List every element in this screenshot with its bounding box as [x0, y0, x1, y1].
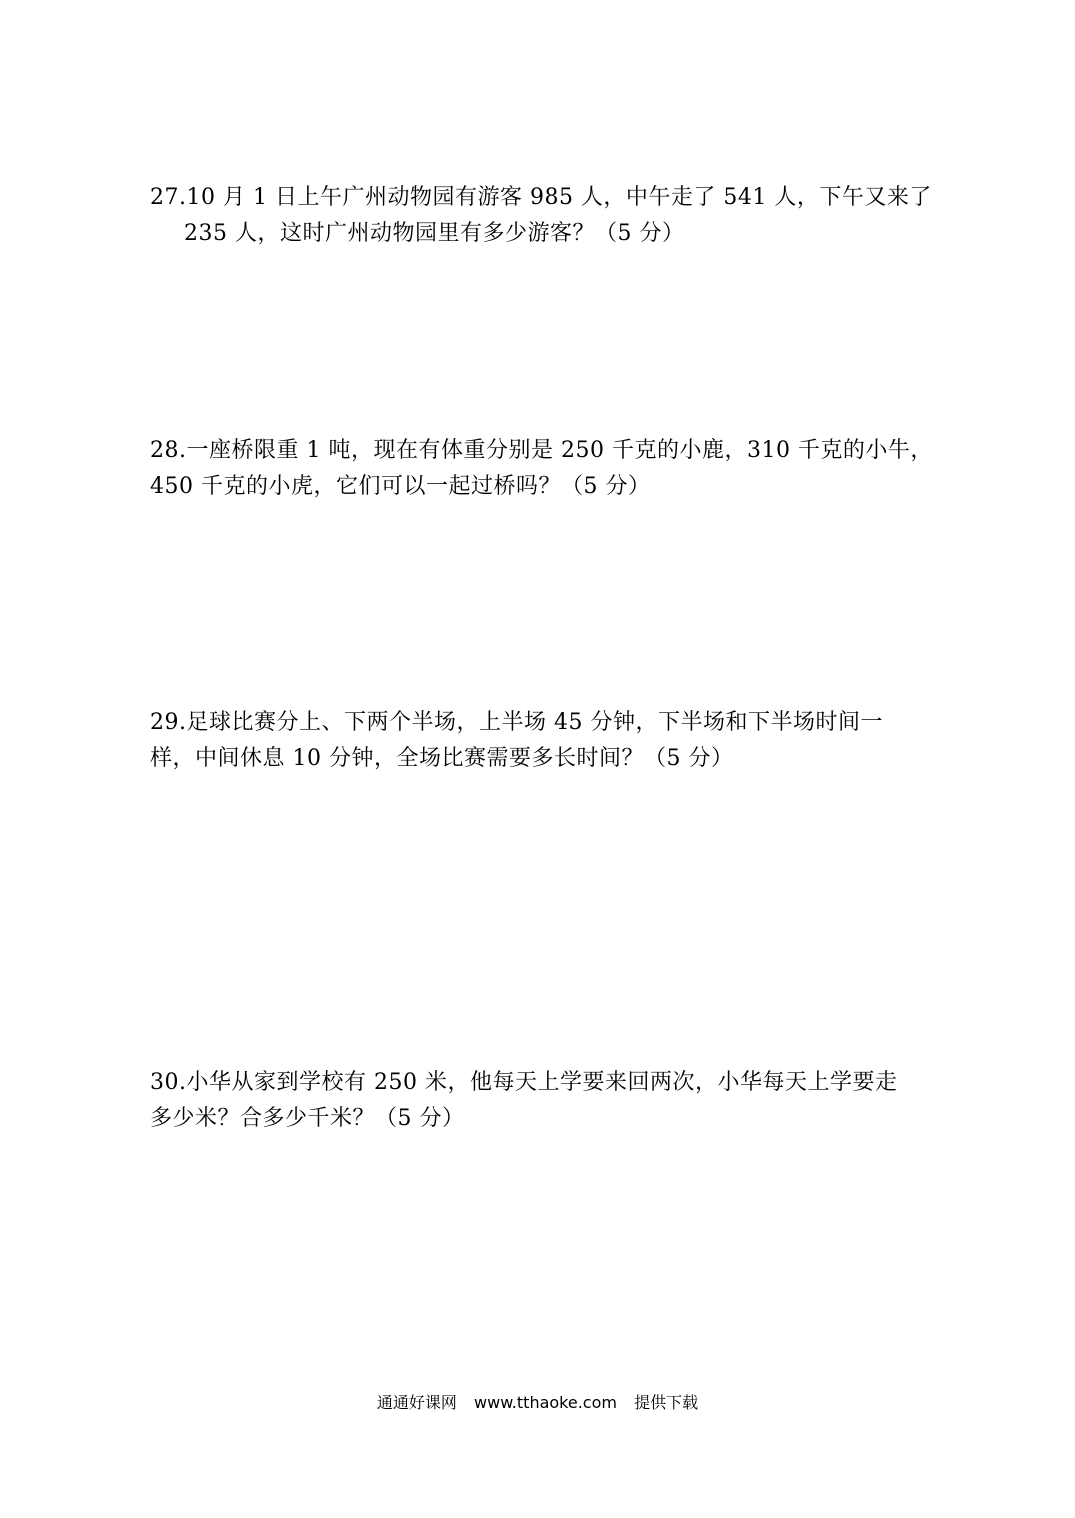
question-27 [150, 180, 965, 252]
question-27-line-2: 235 人，这时广州动物园里有多少游客？（5 分） [184, 221, 685, 246]
footer-url: www.tthaoke.com [474, 1393, 617, 1412]
question-28-line-1: 28.一座桥限重 1 吨，现在有体重分别是 250 千克的小鹿，310 千克的小牛， [150, 438, 933, 463]
footer-site-name: 通通好课网 [376, 1393, 457, 1412]
footer-note: 提供下载 [634, 1393, 699, 1412]
question-30-line-2: 多少米？合多少千米？（5 分） [150, 1106, 465, 1131]
question-28 [150, 433, 965, 505]
question-29-line-1: 29.足球比赛分上、下两个半场，上半场 45 分钟，下半场和下半场时间一 [150, 710, 883, 735]
question-28-line-2: 450 千克的小虎，它们可以一起过桥吗？（5 分） [150, 474, 651, 499]
question-29-line-2: 样，中间休息 10 分钟，全场比赛需要多长时间？（5 分） [150, 746, 734, 771]
question-27-line-1: 27.10 月 1 日上午广州动物园有游客 985 人，中午走了 541 人，下午又来了 [150, 185, 932, 210]
page-footer [0, 1391, 1075, 1415]
question-30 [150, 1065, 965, 1137]
question-29 [150, 705, 965, 777]
question-30-line-1: 30.小华从家到学校有 250 米，他每天上学要来回两次，小华每天上学要走 [150, 1070, 898, 1095]
